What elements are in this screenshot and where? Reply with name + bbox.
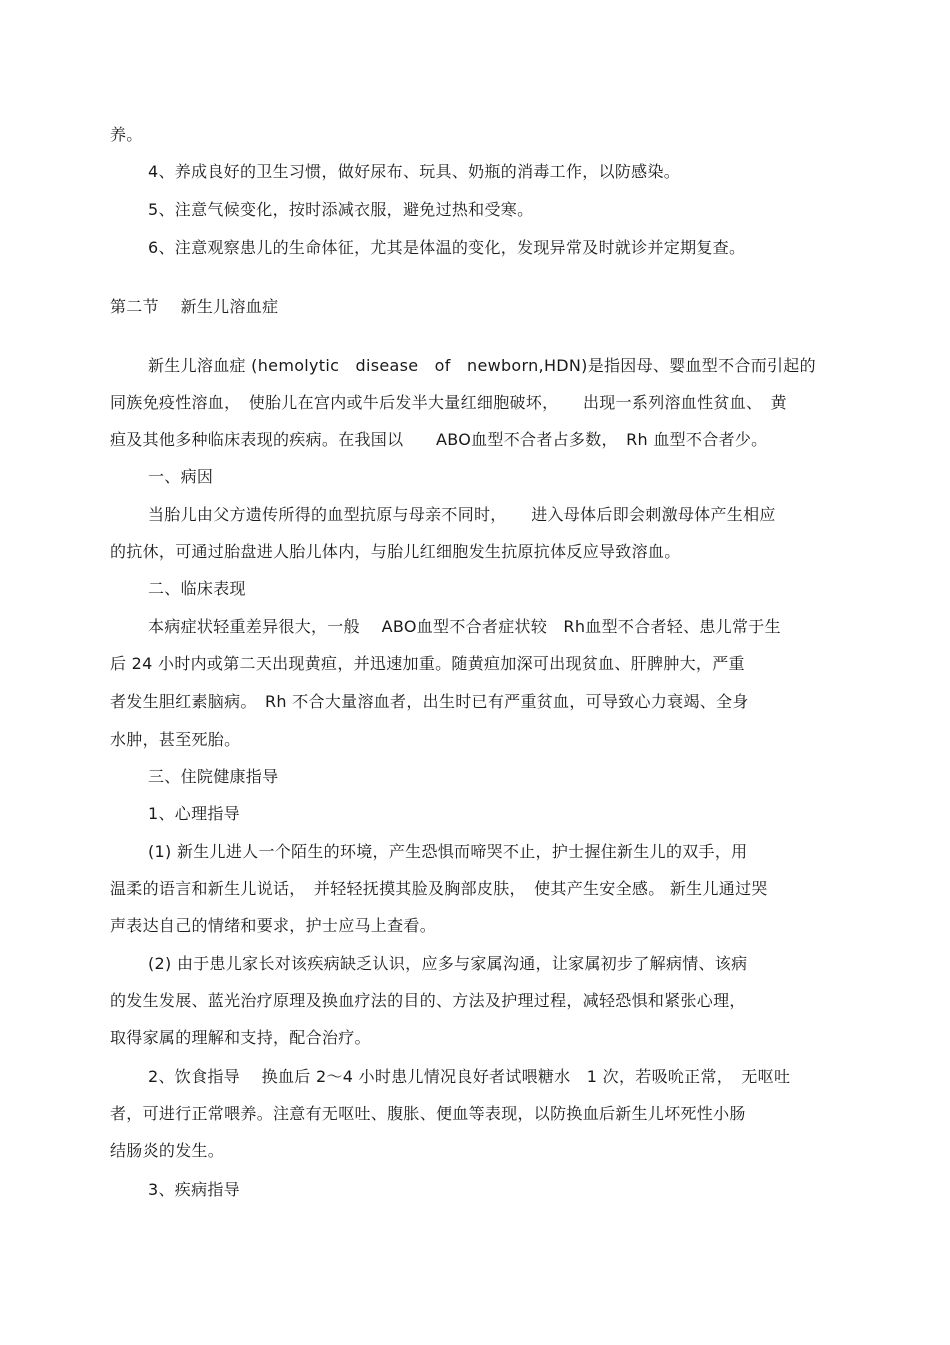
text-line: 6、注意观察患儿的生命体征，尤其是体温的变化，发现异常及时就诊并定期复查。 [148, 238, 746, 257]
text-line: 声表达自己的情绪和要求，护士应马上查看。 [110, 916, 437, 935]
subheading: 三、住院健康指导 [148, 767, 279, 786]
text-line: 养。 [110, 125, 143, 144]
subheading: 二、临床表现 [148, 579, 246, 598]
subheading: 1、心理指导 [148, 804, 240, 823]
text-line: (1) 新生儿进人一个陌生的环境，产生恐惧而啼哭不止，护士握住新生儿的双手，用 [148, 842, 748, 861]
text-line: 者，可进行正常喂养。注意有无呕吐、腹胀、便血等表现，以防换血后新生儿坏死性小肠 [110, 1104, 746, 1123]
text-line: 取得家属的理解和支持，配合治疗。 [110, 1028, 371, 1047]
text-line: 4、养成良好的卫生习惯，做好尿布、玩具、奶瓶的消毒工作，以防感染。 [148, 162, 681, 181]
text-line: 同族免疫性溶血， 使胎儿在宫内或牛后发半大量红细胞破坏， 出现一系列溶血性贫血、 黄 [110, 393, 787, 412]
text-line: 当胎儿由父方遗传所得的血型抗原与母亲不同时， 进入母体后即会刺激母体产生相应 [148, 505, 776, 524]
text-line: 温柔的语言和新生儿说话， 并轻轻抚摸其脸及胸部皮肤， 使其产生安全感。 新生儿通过哭 [110, 879, 768, 898]
text-line: (2) 由于患儿家长对该疾病缺乏认识，应多与家属沟通，让家属初步了解病情、该病 [148, 954, 748, 973]
text-line: 5、注意气候变化，按时添减衣服，避免过热和受寒。 [148, 200, 534, 219]
text-line: 后 24 小时内或第二天出现黄疸，并迅速加重。随黄疸加深可出现贫血、肝脾肿大，严重 [110, 654, 745, 673]
text-line: 新生儿溶血症 (hemolytic disease of newborn,HDN)是指因母、婴血型不合而引起的 [148, 356, 816, 375]
text-line: 疸及其他多种临床表现的疾病。在我国以 ABO血型不合者占多数， Rh 血型不合者少。 [110, 430, 768, 449]
text-line: 水肿，甚至死胎。 [110, 730, 241, 749]
text-line: 结肠炎的发生。 [110, 1141, 225, 1160]
text-line: 者发生胆红素脑病。 Rh 不合大量溶血者，出生时已有严重贫血，可导致心力衰竭、全身 [110, 692, 749, 711]
text-line: 本病症状轻重差异很大，一般 ABO血型不合者症状较 Rh血型不合者轻、患儿常于生 [148, 617, 781, 636]
text-line: 的发生发展、蓝光治疗原理及换血疗法的目的、方法及护理过程，减轻恐惧和紧张心理， [110, 991, 746, 1010]
subheading: 3、疾病指导 [148, 1180, 240, 1199]
section-heading: 第二节 新生儿溶血症 [110, 297, 279, 316]
text-line: 2、饮食指导 换血后 2～4 小时患儿情况良好者试喂糖水 1 次，若吸吮正常， 无呕吐 [148, 1067, 791, 1086]
text-line: 的抗休，可通过胎盘进人胎儿体内，与胎儿红细胞发生抗原抗体反应导致溶血。 [110, 542, 681, 561]
subheading: 一、病因 [148, 467, 214, 486]
